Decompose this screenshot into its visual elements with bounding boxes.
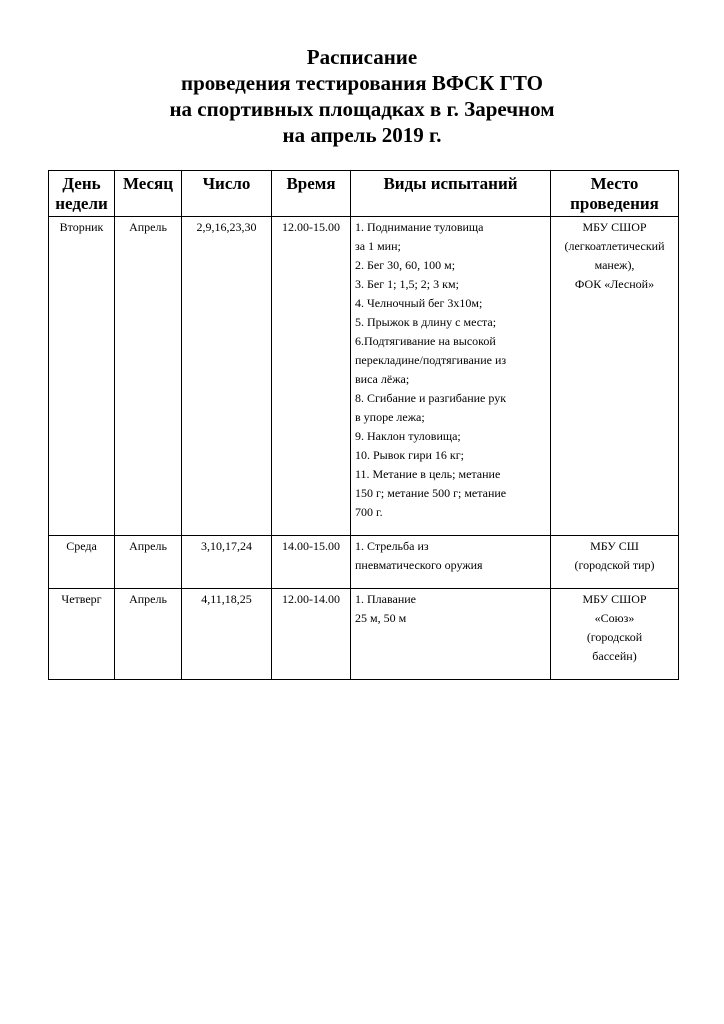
title-line: проведения тестирования ВФСК ГТО <box>181 71 543 95</box>
header-tests: Виды испытаний <box>351 171 551 217</box>
test-line: 1. Стрельба из <box>355 539 429 553</box>
test-line: в упоре лежа; <box>355 410 425 424</box>
test-line: 150 г; метание 500 г; метание <box>355 486 507 500</box>
test-line: пневматического оружия <box>355 558 483 572</box>
test-line: 4. Челночный бег 3x10м; <box>355 296 483 310</box>
cell-day: Вторник <box>49 217 115 536</box>
title-line: Расписание <box>306 45 418 69</box>
cell-month: Апрель <box>115 536 182 589</box>
place-line: (легкоатлетический <box>564 239 665 253</box>
test-line: 10. Рывок гири 16 кг; <box>355 448 465 462</box>
place-line: бассейн) <box>592 649 637 663</box>
title-line: на апрель 2019 г. <box>282 123 442 147</box>
header-time: Время <box>272 171 351 217</box>
cell-tests <box>351 589 551 680</box>
cell-place <box>551 589 679 680</box>
test-line: 9. Наклон туловища; <box>355 429 461 443</box>
cell-dates: 2,9,16,23,30 <box>182 217 272 536</box>
place-line: (городской тир) <box>574 558 655 572</box>
cell-tests <box>351 217 551 536</box>
test-line: 6.Подтягивание на высокой <box>355 334 496 348</box>
table-header-row <box>49 171 679 217</box>
place-line: МБУ СШОР <box>582 220 647 234</box>
test-line: 11. Метание в цель; метание <box>355 467 501 481</box>
test-line: 5. Прыжок в длину с места; <box>355 315 497 329</box>
header-day-of-week <box>49 171 115 217</box>
cell-time: 12.00-14.00 <box>272 589 351 680</box>
test-line: 25 м, 50 м <box>355 611 407 625</box>
place-line: (городской <box>586 630 643 644</box>
test-line: 2. Бег 30, 60, 100 м; <box>355 258 456 272</box>
header-place-line: проведения <box>570 194 659 213</box>
cell-tests <box>351 536 551 589</box>
cell-month: Апрель <box>115 589 182 680</box>
table-row <box>49 217 679 536</box>
header-month: Месяц <box>115 171 182 217</box>
test-line: 700 г. <box>355 505 383 519</box>
document-title <box>0 44 724 148</box>
header-place-line: Место <box>590 174 639 193</box>
cell-time: 14.00-15.00 <box>272 536 351 589</box>
cell-dates: 4,11,18,25 <box>182 589 272 680</box>
place-line: ФОК «Лесной» <box>574 277 655 291</box>
test-line: 1. Поднимание туловища <box>355 220 484 234</box>
place-line: манеж), <box>594 258 635 272</box>
test-line: перекладине/подтягивание из <box>355 353 507 367</box>
cell-month: Апрель <box>115 217 182 536</box>
place-line: МБУ СШ <box>590 539 639 553</box>
test-line: 8. Сгибание и разгибание рук <box>355 391 507 405</box>
title-line: на спортивных площадках в г. Заречном <box>169 97 555 121</box>
schedule-table <box>48 170 679 680</box>
header-day-line: День <box>62 174 101 193</box>
header-place <box>551 171 679 217</box>
header-date: Число <box>182 171 272 217</box>
cell-dates: 3,10,17,24 <box>182 536 272 589</box>
table-row <box>49 589 679 680</box>
test-line: 3. Бег 1; 1,5; 2; 3 км; <box>355 277 459 291</box>
place-line: МБУ СШОР <box>582 592 647 606</box>
place-line: «Союз» <box>594 611 635 625</box>
test-line: 1. Плавание <box>355 592 416 606</box>
cell-day: Четверг <box>49 589 115 680</box>
cell-place <box>551 536 679 589</box>
header-day-line: недели <box>55 194 108 213</box>
cell-place <box>551 217 679 536</box>
test-line: виса лёжа; <box>355 372 410 386</box>
test-line: за 1 мин; <box>355 239 401 253</box>
table-row <box>49 536 679 589</box>
cell-day: Среда <box>49 536 115 589</box>
cell-time: 12.00-15.00 <box>272 217 351 536</box>
